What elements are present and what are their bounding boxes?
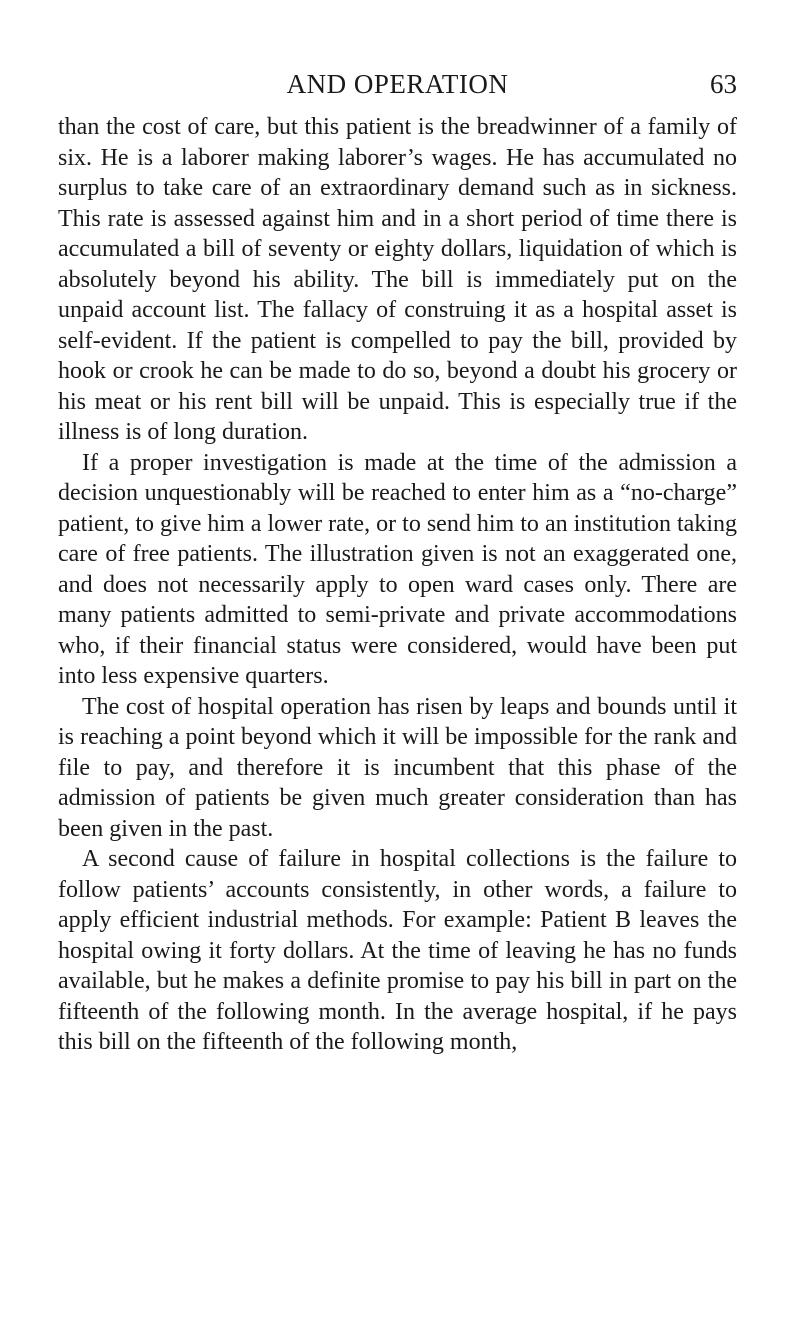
paragraph: than the cost of care, but this patient is the breadwinner of a family of six. He is a laborer making laborer’s wages. He has accumulated no surplus to take care of an extraordinary demand such as in sickness. This rate is assessed against him and in a short period of time there is accumulated a bill of seventy or eighty dollars, liquidation of which is absolutely beyond his ability. The bill is immediately put on the unpaid account list. The fallacy of construing it as a hospital asset is self-evident. If the patient is compelled to pay the bill, provided by hook or crook he can be made to do so, beyond a doubt his grocery or his meat or his rent bill will be unpaid. This is especially true if the illness is of long duration. — [58, 114, 737, 445]
running-title: AND OPERATION — [286, 69, 509, 99]
body-text — [58, 112, 737, 1058]
paragraph: If a proper investigation is made at the time of the admission a decision unquestionably will be reached to enter him as a “no-charge” patient, to give him a lower rate, or to send him to an institution taking care of free patients. The illustration given is not an exaggerated one, and does not necessarily apply to open ward cases only. There are many patients admitted to semi-private and private accommodations who, if their financial status were considered, would have been put into less expensive quarters. — [58, 449, 737, 689]
running-head — [58, 64, 737, 104]
page-number: 63 — [710, 69, 737, 99]
paragraph: A second cause of failure in hospital collections is the failure to follow patients’ accounts consistently, in other words, a failure to apply efficient industrial methods. For example: Patient B leaves the hospital owing it forty dollars. At the time of leaving he has no funds available, but he makes a definite promise to pay his bill in part on the fifteenth of the following month. In the average hospital, if he pays this bill on the fifteenth of the following month, — [58, 846, 737, 1055]
paragraph: The cost of hospital operation has risen by leaps and bounds until it is reaching a point beyond which it will be impossible for the rank and file to pay, and therefore it is incumbent that this phase of the admission of patients be given much greater consideration than has been given in the past. — [58, 693, 737, 842]
